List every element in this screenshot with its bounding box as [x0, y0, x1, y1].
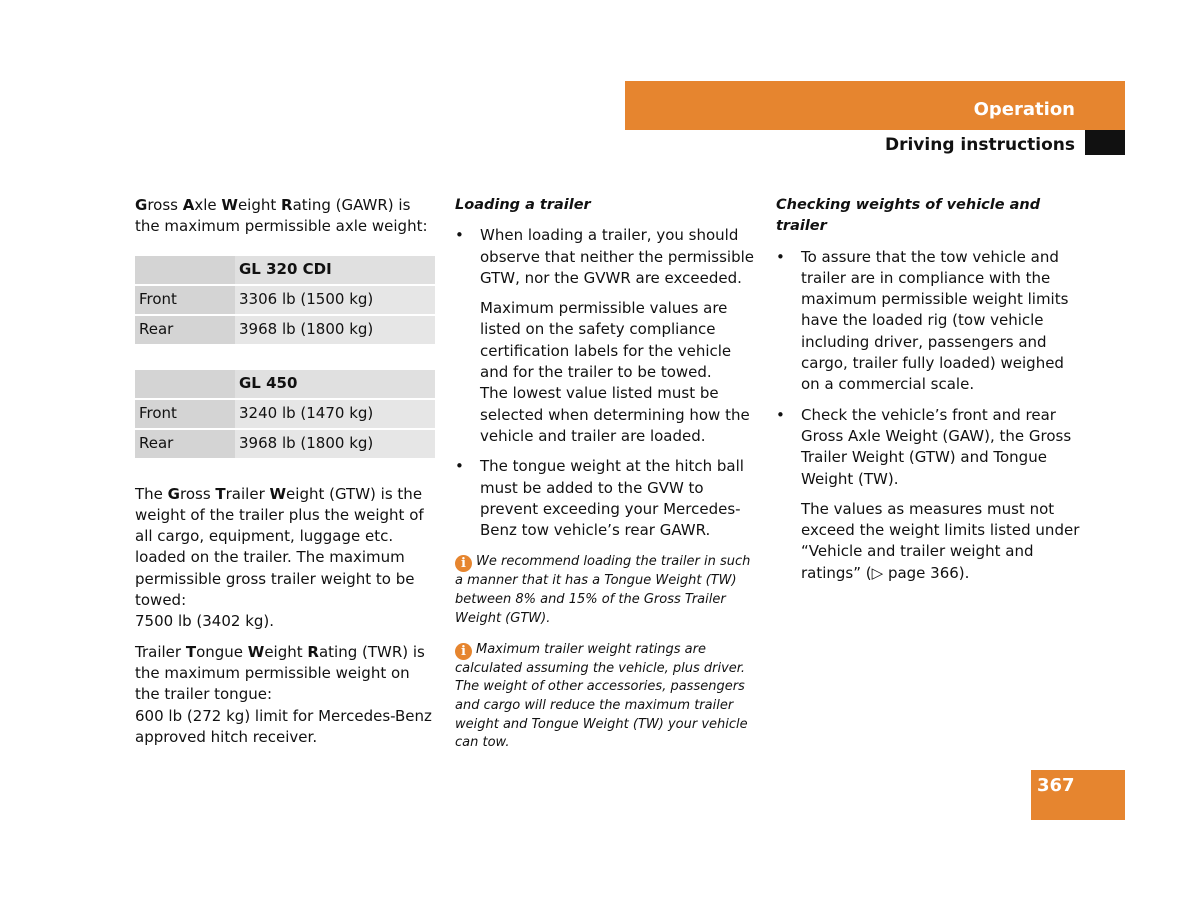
- spec-table-gl320: [135, 256, 435, 346]
- bullet-icon: •: [776, 247, 785, 266]
- table-row: [135, 285, 435, 315]
- subsection-title: Driving instructions: [884, 135, 1075, 155]
- info-icon: i: [455, 643, 472, 660]
- page-reference-text: The values as measures must not exceed the weight limits listed under “Vehicle and trailer weight and ratings” (▷ page 366).: [801, 499, 1080, 582]
- row-value: 3240 lb (1470 kg): [235, 399, 435, 429]
- row-value: 3306 lb (1500 kg): [235, 285, 435, 315]
- row-label: Front: [135, 399, 235, 429]
- table-row: [135, 429, 435, 459]
- list-item: [776, 247, 1081, 396]
- list-item-text: The tongue weight at the hitch ball must be added to the GVW to prevent exceeding your Mercedes-Benz tow vehicle’s rear GAWR.: [480, 457, 744, 540]
- row-label: Front: [135, 285, 235, 315]
- bullet-icon: •: [455, 226, 464, 245]
- section-title: Operation: [973, 99, 1075, 120]
- list-item-text: To assure that the tow vehicle and trailer are in compliance with the maximum permissible weight limits have the loaded rig (tow vehicle including driver, passengers and cargo, trailer fully loaded) weighed on a commercial scale.: [801, 247, 1069, 394]
- bullet-icon: •: [776, 405, 785, 424]
- list-item-continuation: [776, 499, 1081, 584]
- list-item: [455, 225, 755, 289]
- list-item-text: When loading a trailer, you should observe that neither the permissible GTW, nor the GVWR are exceeded.: [480, 226, 754, 287]
- table-model: GL 450: [235, 370, 435, 399]
- twr-paragraph: Trailer Tongue Weight Rating (TWR) is the maximum permissible weight on the trailer tongue: 600 lb (272 kg) limit for Mercedes-Benz approved hitch receiver.: [135, 642, 432, 746]
- checking-weights-heading: Checking weights of vehicle and trailer: [776, 197, 1041, 235]
- table-corner: [135, 370, 235, 399]
- list-item: [455, 456, 755, 541]
- bullet-icon: •: [455, 457, 464, 476]
- row-value: 3968 lb (1800 kg): [235, 315, 435, 345]
- column-3: [776, 195, 1081, 584]
- list-item-continuation: Maximum permissible values are listed on the safety compliance certification labels for the vehicle and for the trailer to be towed. The lowest value listed must be selected when determining how the vehicle and trailer are loaded.: [480, 299, 750, 445]
- gtw-paragraph: The Gross Trailer Weight (GTW) is the weight of the trailer plus the weight of all cargo, equipment, luggage etc. loaded on the trailer. The maximum permissible gross trailer weight to be towed: 7500 lb (3402 kg).: [135, 484, 424, 631]
- column-1: [135, 195, 435, 757]
- loading-trailer-heading: Loading a trailer: [455, 197, 591, 213]
- row-label: Rear: [135, 315, 235, 345]
- table-row: [135, 315, 435, 345]
- row-value: 3968 lb (1800 kg): [235, 429, 435, 459]
- spec-table-gl450: [135, 370, 435, 460]
- table-row: [135, 399, 435, 429]
- gawr-paragraph: Gross Axle Weight Rating (GAWR) is the maximum permissible axle weight:: [135, 196, 428, 236]
- list-item-text: Check the vehicle’s front and rear Gross Axle Weight (GAW), the Gross Trailer Weight (GTW) and Tongue Weight (TW).: [801, 405, 1072, 488]
- info-note: [455, 641, 755, 754]
- info-note-text: We recommend loading the trailer in such a manner that it has a Tongue Weight (TW) between 8% and 15% of the Gross Trailer Weight (GTW).: [455, 554, 751, 626]
- table-corner: [135, 256, 235, 285]
- section-marker: [1085, 130, 1125, 155]
- row-label: Rear: [135, 429, 235, 459]
- page-number: 367: [1037, 775, 1075, 796]
- twr-value: 600 lb (272 kg) limit for Mercedes-Benz approved hitch receiver.: [135, 706, 432, 746]
- info-icon: i: [455, 555, 472, 572]
- info-note: [455, 553, 755, 628]
- column-2: [455, 195, 755, 765]
- info-note-text: Maximum trailer weight ratings are calculated assuming the vehicle, plus driver. The weight of other accessories, passengers and cargo will reduce the maximum trailer weight and Tongue Weight (TW) your vehicle can tow.: [455, 641, 748, 751]
- table-model: GL 320 CDI: [235, 256, 435, 285]
- gtw-value: 7500 lb (3402 kg).: [135, 612, 275, 631]
- list-item: [776, 405, 1081, 490]
